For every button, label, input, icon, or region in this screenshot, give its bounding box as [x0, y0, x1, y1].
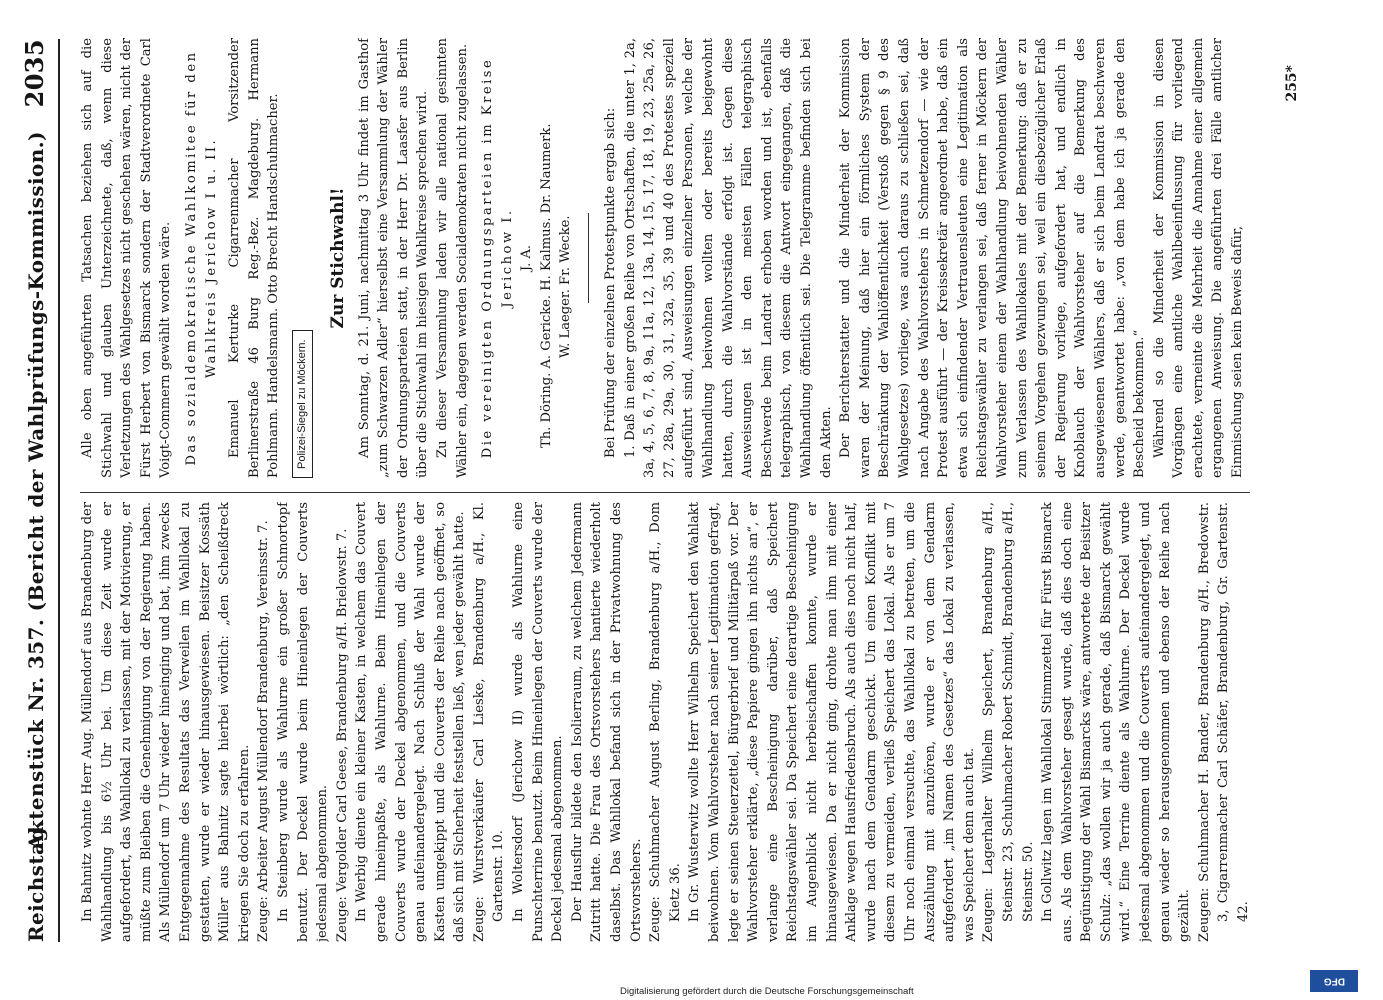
- majority-opinion: Während so die Minderheit der Kommission in diesen Vorgängen eine amtliche Wahlbeeinflussung für vorliegend erachtete, verneinte die Mehrheit die Annahme einer allgemein ergangenen Anweisung. Die angeführten drei Fälle amtlicher Einmischung seien kein Beweis dafür,: [1151, 38, 1246, 478]
- witness-entry: Zeuge: Arbeiter August Müllendorf Brandenburg, Vereinsstr. 7.: [256, 520, 272, 942]
- digitization-credit: Digitalisierung gefördert durch die Deutsche Forschungsgemeinschaft: [620, 986, 914, 997]
- protest-paragraph: In Steinberg wurde als Wahlurne ein großer Schmortopf benutzt. Der Deckel wurde beim Hineinlegen der Couverts jedesmal abgenommen.: [275, 502, 331, 942]
- stichwahl-heading: Zur Stichwahl!: [327, 187, 348, 329]
- document-page: [0, 25, 1340, 960]
- header-title: Aktenstück Nr. 357. (Bericht der Wahlprüfungs-Kommission.): [24, 131, 48, 850]
- right-column: [78, 38, 1278, 478]
- dfg-logo-icon: DFG: [1310, 970, 1358, 992]
- witness-entry: Zeuge: Wurstverkäufer Carl Lieske, Brandenburg a/H., Kl. Gartenstr. 10.: [471, 502, 507, 942]
- page-header: [10, 39, 62, 942]
- column-rule: [80, 492, 1250, 493]
- protest-paragraph: In Werbig diente ein kleiner Kasten, in welchem das Couvert gerade hineinpaßte, als Wahlurne. Beim Hineinlegen der Couverts wurde der Deckel abgenommen, und die Couverts genau aufeinandergelegt. Nach Schluß der Wahl wurde der Kasten umgekippt und die Couverts der Reihe nach geöffnet, so daß sich mit Sicherheit feststellen ließ, wen jeder gewählt hatte.: [354, 502, 468, 942]
- committee-name: Das sozialdemokratische Wahlkomitee für den Wahlkreis Jerichow I u. II.: [183, 50, 219, 466]
- protest-paragraph: In Gr. Wusterwitz wollte Herr Wilhelm Speichert den Wahlakt beiwohnen. Vom Wahlvorsteher nach seiner Legitimation gefragt, legte er seinen Steuerzettel, Bürgerbrief und Militärpaß vor. Der Wahlvorsteher erklärte, „diese Papiere gingen ihn nichts an“, er verlange eine Bescheinigung darüber, daß Speichert Reichstagswähler sei. Da Speichert eine derartige Bescheinigung im Augenblick nicht herbeischaffen konnte, wurde er hinausgewiesen. Da er nicht ging, drohte man ihm mit einer Anklage wegen Hausfriedensbruch. Als auch dies noch nicht half, wurde nach dem Gendarm geschickt. Um einen Konflikt mit diesem zu vermeiden, verließ Speichert das Lokal. Als er um 7 Uhr noch einmal versuchte, das Wahllokal zu betreten, um die Auszählung mit anzuhören, wurde er von dem Gendarm aufgefordert „im Namen des Gesetzes“ das Lokal zu verlassen, was Speichert denn auch tat.: [687, 502, 977, 942]
- finding-1: 1. Daß in einer großen Reihe von Ortschaften, die unter 1, 2a, 3a, 4, 5, 6, 7, 8, 9a, 11a, 12, 13a, 14, 15, 17, 18, 19, 23, 25a, 26, 27, 28a, 29a, 30, 31, 32a, 35, 39 und 40 des Protestes speziell aufgeführt sind, Ausweisungen einzelner Personen, welche der Wahlhandlung beiwohnen wollten oder bereits beigewohnt hatten, durch die Wahlvorstände erfolgt ist. Gegen diese Ausweisungen ist in den meisten Fällen telegraphisch Beschwerde beim Landrat erhoben worden und ist, ebenfalls telegraphisch, von diesem die Antwort eingegangen, daß die Wahlhandlung öffentlich sei. Die Telegramme befinden sich bei den Akten.: [622, 38, 834, 478]
- section-divider: [588, 213, 589, 303]
- meeting-invitation: Zu dieser Versammlung laden wir alle national gesinnten Wähler ein, dagegen werden Socialdemokraten nicht zugelassen.: [434, 38, 470, 478]
- witness-entry: Zeuge: Vergolder Carl Geese, Brandenburg a/H. Brielowstr. 7.: [334, 528, 350, 942]
- findings-intro: Bei Prüfung der einzelnen Protestpunkte ergab sich:: [603, 107, 619, 458]
- police-seal: Polizei-Siegel zu Möckern.: [292, 330, 313, 478]
- digitization-sidebar: [0, 964, 1383, 997]
- header-left: Reichstag.: [24, 819, 48, 942]
- left-column: [78, 502, 1278, 942]
- protest-paragraph: In Bahnitz wohnte Herr Aug. Müllendorf aus Brandenburg der Wahlhandlung bis 6½ Uhr bei. Um diese Zeit wurde er aufgefordert, das Wahllokal zu verlassen, mit der Motivierung, er müßte zum Bleiben die Genehmigung von der Regierung haben. Als Müllendorf um 7 Uhr wieder hineinging und bat, ihm zwecks Entgegennahme des Resultats das Verweilen im Wahllokal zu gestatten, wurde er wieder hinausgewiesen. Beisitzer Kossäth Müller aus Bahnitz sagte hierbei wörtlich: „den Scheißdreck kriegen Sie doch zu erfahren.: [80, 502, 252, 942]
- intro-paragraph: Alle oben angeführten Tatsachen beziehen sich auf die Stichwahl und glauben Unterzeichnete, daß, wenn diese Verletzungen des Wahlgesetzes nicht geschehen wären, nicht der Fürst Herbert von Bismarck sondern der Stadtverordnete Carl Voigt-Commern gewählt worden wäre.: [80, 38, 174, 478]
- witness-entry: Zeuge: Schuhmacher August Berling, Brandenburg a/H., Dom Kietz 36.: [648, 502, 683, 942]
- signature-mark: 255*: [1284, 65, 1300, 102]
- meeting-announcement: Am Sonntag, d. 21. Juni, nachmittag 3 Uhr findet im Gasthof „zum Schwarzen Adler“ hierselbst eine Versammlung der Wähler der Ordnungsparteien statt, in der Herr Dr. Laasfer aus Berlin über die Stichwahl im hiesigen Wahlkreise sprechen wird.: [356, 38, 431, 478]
- parties-name: Die vereinigten Ordnungsparteien im Kreise Jerichow I.: [480, 57, 515, 459]
- reporter-opinion: Der Berichterstatter und die Minderheit der Kommission waren der Meinung, daß hier ein förmliches System der Beschränkung der Wahlöffentlichkeit (Verstoß gegen § 9 des Wahlgesetzes) vorliege, was auch daraus zu schließen sei, daß nach Angabe des Wahlvorstehers in Schmetzendorf — wie der Protest ausführt — der Kreissekretär angeordnet habe, daß ein etwa sich einfindender Vertrauensleuten eine Legitimation als Reichstagswähler zu verlangen sei, daß ferner in Möckern der Wahlvorsteher einem der Wahlhandlung beiwohnenden Wähler zum Verlassen des Wahllokales mit der Bemerkung: daß er zu seinem Vorgehen gezwungen sei, weil ein diesbezüglicher Erlaß der Regierung vorliege, aufgefordert hat, und endlich in Knoblauch der Wahlvorsteher auf die Bemerkung des ausgewiesenen Wählers, daß er sich beim Landrat beschweren werde, geantwortet habe: „von dem habe ich ja gerade den Bescheid bekommen.“: [838, 38, 1148, 478]
- protest-paragraph: In Gollwitz lagen im Wahllokal Stimmzettel für Fürst Bismarck aus. Als dem Wahlvorsteher gesagt wurde, daß dies doch eine Begünstigung der Wahl Bismarcks wäre, antwortete der Beisitzer Schulz: „das wollen wir ja auch gerade, daß Bismarck gewählt wird.“ Eine Terrine diente als Wahlurne. Der Deckel wurde jedesmal abgenommen und die Couverts aufeinandergelegt, und genau wieder so herausgenommen und ebenso der Reihe nach gezählt.: [1040, 502, 1193, 942]
- protest-paragraph: In Woltersdorf (Jerichow II) wurde als Wahlurne eine Punschterrine benutzt. Beim Hineinlegen der Couverts wurde der Deckel jedesmal abgenommen.: [511, 502, 566, 942]
- page-number: 2035: [20, 39, 49, 108]
- header-rule: [58, 39, 60, 942]
- witness-entry: Zeugen: Lagerhalter Wilhelm Speichert, Brandenburg a/H., Steinstr. 23, Schuhmacher Robert Schmidt, Brandenburg a/H., Steinstr. 50.: [981, 502, 1036, 942]
- ia-line: J. A.: [519, 244, 535, 272]
- protest-paragraph: Der Hausflur bildete den Isolierraum, zu welchem Jedermann Zutritt hatte. Die Frau des Ortsvorstehers hantierte wiederholt daselbst. Das Wahllokal befand sich in der Privatwohnung des Ortsvorstehers.: [569, 502, 644, 942]
- committee-signers: Emanuel Kerturke Cigarrenmacher Vorsitzender Berlinerstraße 46 Burg Reg.-Bez. Magdeburg. Hermann Pohlmann. Handelsmann. Otto Brecht Handschuhmacher.: [227, 38, 282, 478]
- signatures-line-2: W. Laeger. Fr. Wecke.: [558, 215, 574, 358]
- witness-entry: Zeugen: Schuhmacher H. Bander, Brandenburg a/H., Bredowstr. 3, Cigarrenmacher Carl Schäfer, Brandenburg, Gr. Gartenstr. 42.: [1196, 502, 1252, 942]
- signatures-line-1: Th. Döring. A. Gericke. H. Kalmus. Dr. Naumerk.: [538, 123, 554, 448]
